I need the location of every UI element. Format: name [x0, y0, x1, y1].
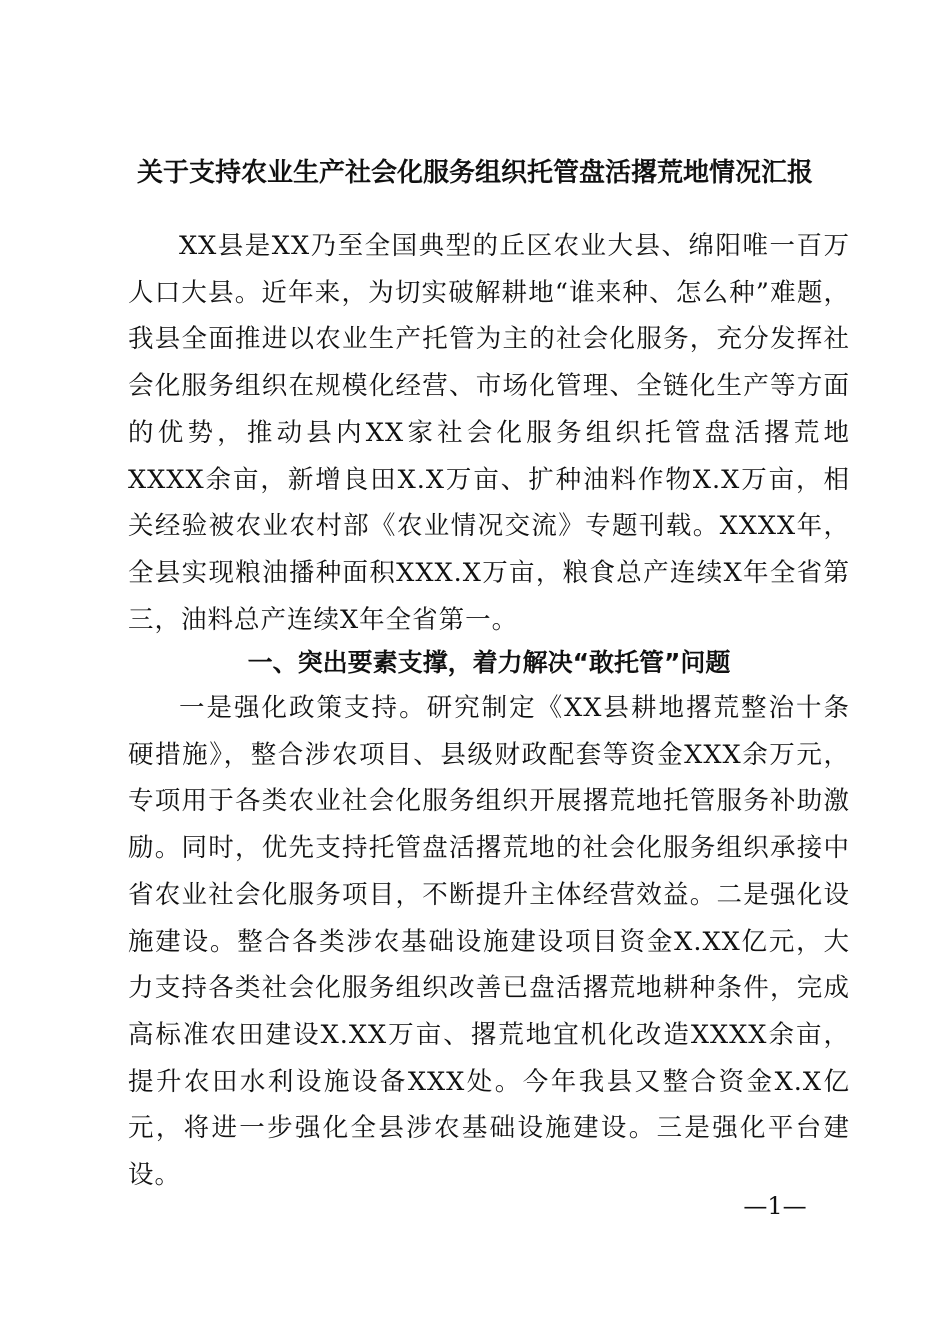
section-1-paragraph: 一是强化政策支持。研究制定《XX县耕地撂荒整治十条硬措施》，整合涉农项目、县级财政配套等资金XXX余万元，专项用于各类农业社会化服务组织开展撂荒地托管服务补助激励。同时，优先支持托管盘活撂荒地的社会化服务组织承接中省农业社会化服务项目，不断提升主体经营效益。二是强化设施建设。整合各类涉农基础设施建设项目资金X.XX亿元，大力支持各类社会化服务组织改善已盘活撂荒地耕种条件，完成高标准农田建设X.XX万亩、撂荒地宜机化改造XXXX余亩，提升农田水利设施设备XXX处。今年我县又整合资金X.X亿元，将进一步强化全县涉农基础设施建设。三是强化平台建设。 [128, 693, 850, 1191]
page-number: —1— [743, 1192, 807, 1220]
intro-paragraph: XX县是XX乃至全国典型的丘区农业大县、绵阳唯一百万人口大县。近年来，为切实破解耕地“谁来种、怎么种”难题，我县全面推进以农业生产托管为主的社会化服务，充分发挥社会化服务组织在规模化经营、市场化管理、全链化生产等方面的优势，推动县内XX家社会化服务组织托管盘活撂荒地XXXX余亩，新增良田X.X万亩、扩种油料作物X.X万亩，相关经验被农业农村部《农业情况交流》专题刊载。XXXX年，全县实现粮油播种面积XXX.X万亩，粮食总产连续X年全省第三，油料总产连续X年全省第一。 [128, 231, 850, 635]
document-title: 关于支持农业生产社会化服务组织托管盘活撂荒地情况汇报 [136, 158, 813, 188]
section-1-heading: 一、突出要素支撑，着力解决“敢托管”问题 [247, 648, 731, 677]
